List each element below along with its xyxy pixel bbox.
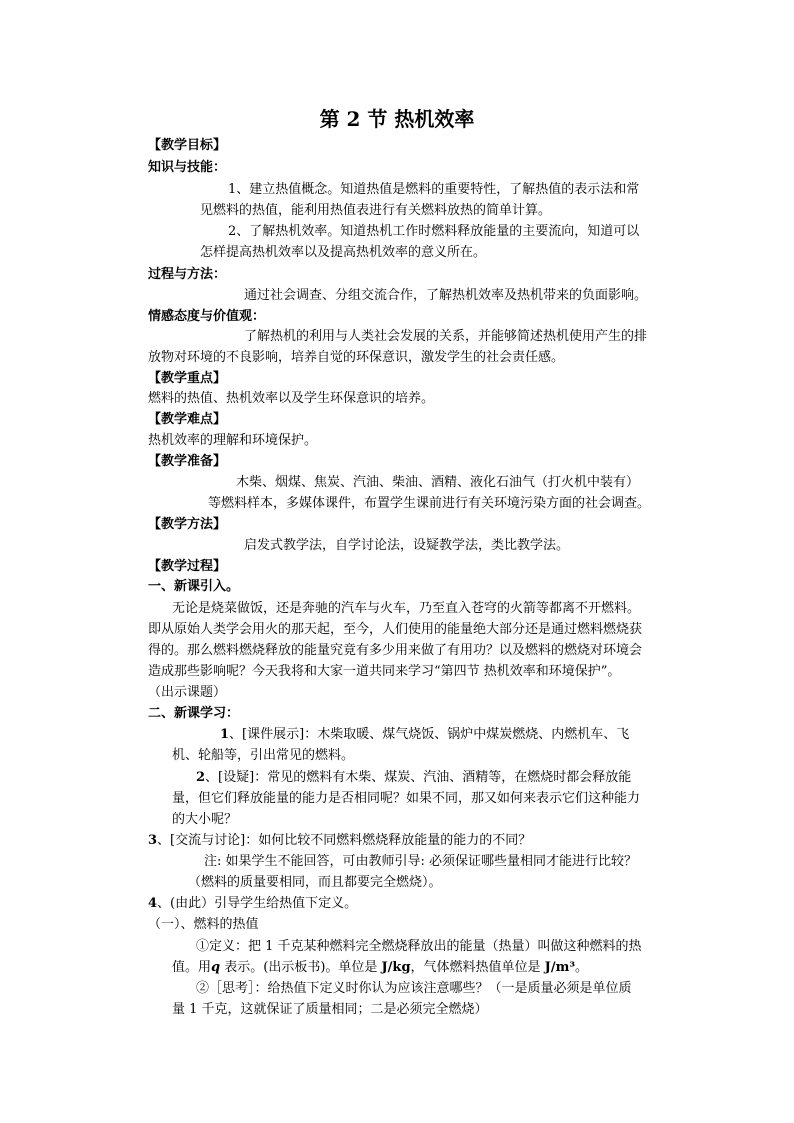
item-4-text: 、(由此）引导学生给热值下定义。	[157, 896, 358, 911]
intro-line-5: （出示课题）	[148, 685, 227, 700]
preparation-heading: 【教学准备】	[148, 454, 227, 469]
process-method-text: 通过社会调查、分组交流合作，了解热机效率及热机带来的负面影响。	[244, 288, 648, 303]
item-4-number: 4	[148, 896, 158, 911]
difficulties-heading: 【教学难点】	[148, 412, 227, 427]
item-1-line-1	[220, 725, 629, 745]
definition-text-a: 值。用	[172, 960, 212, 975]
preparation-line-2: 等燃料样本，多媒体课件，布置学生课前进行有关环境污染方面的社会调查。	[208, 496, 651, 511]
emotion-values-line-1: 了解热机的利用与人类社会发展的关系，并能够简述热机使用产生的排	[244, 329, 648, 344]
item-3-number: 3	[148, 833, 158, 848]
intro-line-1: 无论是烧菜做饭，还是奔驰的汽车与火车，乃至直入苍穹的火箭等都离不开燃料。	[172, 601, 641, 616]
item-3-line-3: （燃料的质量要相同，而且都要完全燃烧）。	[188, 875, 442, 890]
think-line-1: ②［思考］：给热值下定义时你认为应该注意哪些？（一是质量必须是单位质	[196, 981, 632, 996]
item-3-text: 、[交流与讨论]：如何比较不同燃料燃烧释放能量的能力的不同？	[157, 833, 532, 848]
item-1-line-2: 机、轮船等，引出常见的燃料。	[172, 748, 355, 763]
item-1-text: 、[课件展示]：木柴取暖、煤气烧饭、锅炉中煤炭燃烧、内燃机车、飞	[229, 727, 630, 742]
think-line-2: 量 1 千克，这就保证了质量相同；二是必须完全燃烧）	[172, 1002, 488, 1017]
unit-j-per-m3: J/m³	[544, 960, 576, 975]
item-3-line-2: 注: 如果学生不能回答，可由教师引导: 必须保证哪些量相同才能进行比较？	[204, 854, 638, 869]
knowledge-item-2-line-2: 怎样提高热机效率以及提高热机效率的意义所在。	[200, 245, 487, 260]
definition-line-2	[172, 958, 588, 978]
symbol-q: q	[211, 960, 221, 975]
methods-text: 启发式教学法，自学讨论法，设疑教学法，类比教学法。	[244, 538, 570, 553]
emotion-values-line-2: 放物对环境的不良影响，培养自觉的环保意识，激发学生的社会责任感。	[148, 350, 565, 365]
knowledge-item-1-line-2: 见燃料的热值，能利用热值表进行有关燃料放热的简单计算。	[200, 203, 552, 218]
key-points-text: 燃料的热值、热机效率以及学生环保意识的培养。	[148, 391, 435, 406]
definition-text-b: 表示。(出示板书)。单位是	[220, 960, 382, 975]
item-3-line-1	[148, 831, 531, 851]
new-lesson-heading: 二、新课学习：	[148, 706, 240, 721]
knowledge-skills-heading: 知识与技能：	[148, 160, 227, 175]
page-title: 第 2 节 热机效率	[319, 107, 475, 131]
intro-line-2: 即从原始人类学会用火的那天起，至今，人们使用的能量绝大部分还是通过燃料燃烧获	[148, 622, 643, 637]
definition-text-c: ，气体燃料热值单位是	[410, 960, 545, 975]
methods-heading: 【教学方法】	[148, 517, 227, 532]
item-2-number: 2	[196, 770, 206, 785]
process-heading: 【教学过程】	[148, 559, 227, 574]
item-4-line-1	[148, 894, 357, 914]
key-points-heading: 【教学重点】	[148, 371, 227, 386]
process-method-heading: 过程与方法：	[148, 267, 227, 282]
teaching-goals-heading: 【教学目标】	[148, 138, 227, 153]
intro-line-4: 造成那些影响呢？今天我将和大家一道共同来学习“第四节 热机效率和环境保护”。	[148, 664, 621, 679]
intro-line-3: 得的。那么燃料燃烧释放的能量究竟有多少用来做了有用功？以及燃料的燃烧对环境会	[148, 643, 643, 658]
intro-heading: 一、新课引入。	[148, 579, 240, 594]
knowledge-item-2-line-1: 2、了解热机效率。知道热机工作时燃料释放能量的主要流向，知道可以	[228, 224, 640, 239]
definition-line-1: ①定义：把 1 千克某种燃料完全燃烧释放出的能量（热量）叫做这种燃料的热	[196, 939, 642, 954]
difficulties-text: 热机效率的理解和环境保护。	[148, 433, 318, 448]
preparation-line-1: 木柴、烟煤、焦炭、汽油、柴油、酒精、液化石油气（打火机中装有）	[236, 475, 640, 490]
item-2-line-1	[196, 768, 631, 788]
knowledge-item-1-line-1: 1、建立热值概念。知道热值是燃料的重要特性，了解热值的表示法和常	[228, 182, 640, 197]
emotion-values-heading: 情感态度与价值观：	[148, 309, 266, 324]
item-1-number: 1	[220, 727, 230, 742]
definition-text-d: 。	[575, 960, 589, 975]
item-2-line-3: 的大小呢？	[172, 812, 238, 827]
unit-j-per-kg: J/kg	[381, 960, 411, 975]
item-2-line-2: 量，但它们释放能量的能力是否相同呢？如果不同，那又如何来表示它们这种能力	[172, 791, 641, 806]
fuel-heat-value-heading: （一）、燃料的热值	[148, 917, 259, 932]
item-2-text: 、[设疑]：常见的燃料有木柴、煤炭、汽油、酒精等，在燃烧时都会释放能	[205, 770, 632, 785]
